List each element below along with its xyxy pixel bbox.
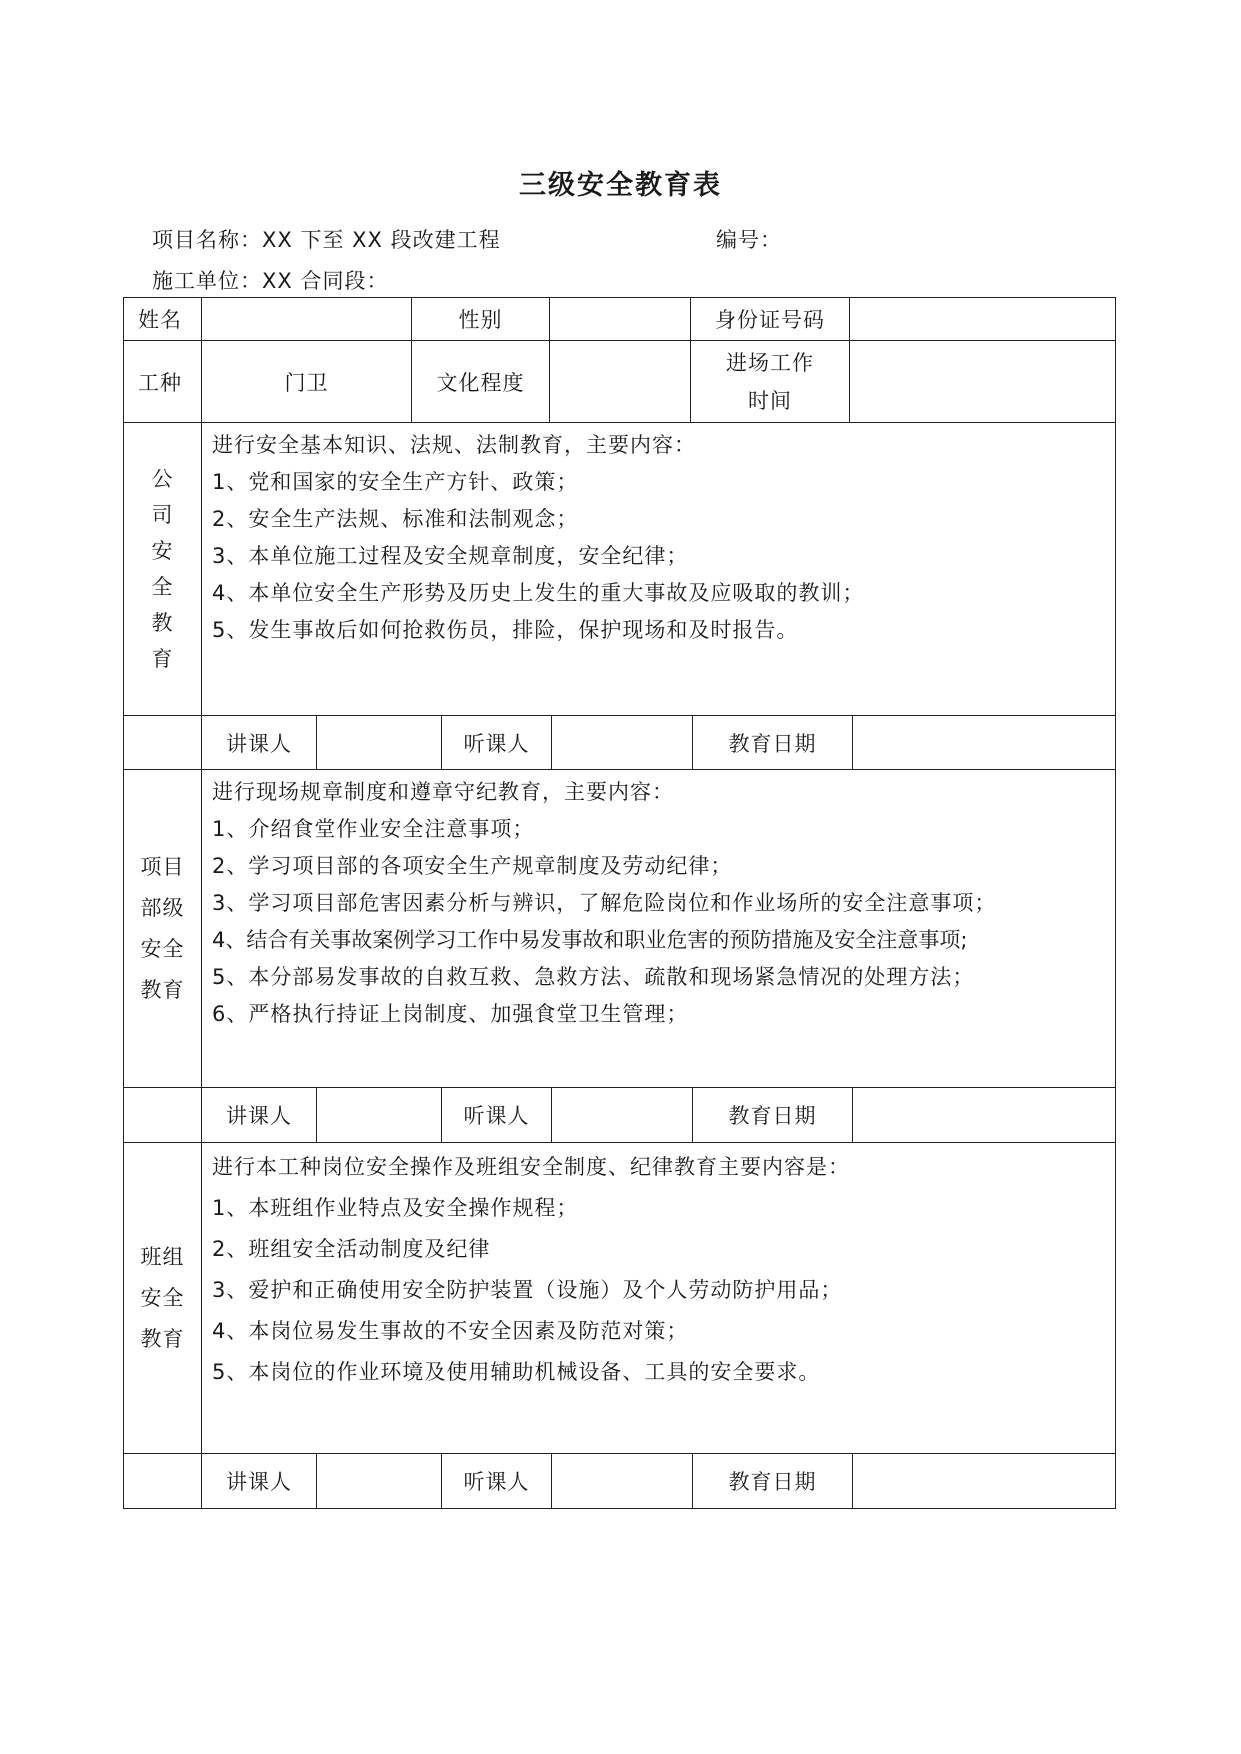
- project-education-row: [124, 770, 1116, 1088]
- label-char: 公: [151, 467, 174, 491]
- project-sign-cells: [202, 1088, 1116, 1143]
- job-label: 工种: [124, 341, 202, 423]
- content-item: 6、严格执行持证上岗制度、加强食堂卫生管理；: [212, 1002, 689, 1026]
- info-row-1: [124, 298, 1116, 341]
- id-field[interactable]: [850, 298, 1116, 341]
- company-education-row: [124, 423, 1116, 716]
- label-char: 项目: [140, 854, 185, 879]
- gender-field[interactable]: [550, 298, 691, 341]
- label-char: 育: [151, 647, 174, 671]
- content-item: 1、本班组作业特点及安全操作规程；: [212, 1196, 579, 1220]
- project-sign-row: [124, 1088, 1116, 1143]
- form-number: 编号：: [716, 228, 782, 252]
- job-field[interactable]: 门卫: [202, 341, 412, 423]
- date-field[interactable]: [853, 1454, 1115, 1508]
- label-char: 教育: [140, 1326, 185, 1351]
- name-label: 姓名: [124, 298, 202, 341]
- content-item: 2、班组安全活动制度及纪律: [212, 1237, 491, 1261]
- content-item: 3、学习项目部危害因素分析与辨识，了解危险岗位和作业场所的安全注意事项；: [212, 891, 997, 915]
- content-item: 4、本岗位易发生事故的不安全因素及防范对策；: [212, 1319, 689, 1343]
- label-char: 安: [151, 539, 174, 563]
- gender-label: 性别: [412, 298, 550, 341]
- lecturer-field[interactable]: [317, 716, 442, 769]
- content-item: 3、本单位施工过程及安全规章制度，安全纪律；: [212, 544, 689, 568]
- content-item: 5、发生事故后如何抢救伤员，排险，保护现场和及时报告。: [212, 618, 799, 642]
- date-field[interactable]: [853, 1088, 1115, 1142]
- lecturer-field[interactable]: [317, 1088, 442, 1142]
- date-field[interactable]: [853, 716, 1115, 769]
- date-label: 教育日期: [693, 1454, 853, 1508]
- sign-blank-cell: [124, 1454, 202, 1509]
- listener-field[interactable]: [552, 1088, 693, 1142]
- team-education-row: [124, 1143, 1116, 1454]
- content-intro: 进行现场规章制度和遵章守纪教育，主要内容：: [212, 780, 674, 804]
- label-char: 部级: [140, 895, 185, 920]
- name-field[interactable]: [202, 298, 412, 341]
- sign-blank-cell: [124, 716, 202, 770]
- label-char: 全: [151, 575, 174, 599]
- label-char: 教: [151, 611, 174, 635]
- label-char: 司: [151, 503, 174, 527]
- label-char: 班组: [140, 1244, 185, 1269]
- form-title: 三级安全教育表: [519, 170, 722, 201]
- content-intro: 进行本工种岗位安全操作及班组安全制度、纪律教育主要内容是：: [212, 1155, 850, 1179]
- team-sign-cells: [202, 1454, 1116, 1509]
- listener-field[interactable]: [552, 1454, 693, 1508]
- team-education-content: [202, 1143, 1116, 1454]
- content-item: 5、本分部易发事故的自救互救、急救方法、疏散和现场紧急情况的处理方法；: [212, 965, 975, 989]
- content-item: 1、党和国家的安全生产方针、政策；: [212, 470, 579, 494]
- content-item: 3、爱护和正确使用安全防护装置（设施）及个人劳动防护用品；: [212, 1278, 843, 1302]
- education-field[interactable]: [550, 341, 691, 423]
- project-education-content: [202, 770, 1116, 1088]
- content-item: 4、结合有关事故案例学习工作中易发事故和职业危害的预防措施及安全注意事项;: [212, 928, 968, 952]
- content-item: 1、介绍食堂作业安全注意事项；: [212, 817, 535, 841]
- lecturer-label: 讲课人: [202, 1454, 317, 1508]
- education-label: 文化程度: [412, 341, 550, 423]
- sign-blank-cell: [124, 1088, 202, 1143]
- date-label: 教育日期: [693, 1088, 853, 1142]
- label-char: 安全: [140, 936, 185, 961]
- label-char: 安全: [140, 1285, 185, 1310]
- listener-field[interactable]: [552, 716, 693, 769]
- team-education-label: [124, 1143, 202, 1454]
- company-sign-cells: [202, 716, 1116, 770]
- project-name: 项目名称：XX 下至 XX 段改建工程: [152, 228, 501, 252]
- team-sign-row: [124, 1454, 1116, 1509]
- construction-unit: 施工单位：XX 合同段：: [152, 269, 389, 293]
- date-label: 教育日期: [693, 716, 853, 769]
- lecturer-label: 讲课人: [202, 716, 317, 769]
- entry-time-label: [691, 341, 850, 423]
- id-label: 身份证号码: [691, 298, 850, 341]
- lecturer-label: 讲课人: [202, 1088, 317, 1142]
- info-row-2: [124, 341, 1116, 423]
- label-char: 教育: [140, 977, 185, 1002]
- content-item: 2、安全生产法规、标准和法制观念；: [212, 507, 579, 531]
- content-item: 5、本岗位的作业环境及使用辅助机械设备、工具的安全要求。: [212, 1360, 821, 1384]
- entry-time-field[interactable]: [850, 341, 1116, 423]
- listener-label: 听课人: [442, 716, 552, 769]
- company-education-label: [124, 423, 202, 716]
- company-sign-row: [124, 716, 1116, 770]
- entry-time-label-line2: 时间: [748, 388, 792, 413]
- company-education-content: [202, 423, 1116, 716]
- education-table: [123, 297, 1116, 1509]
- listener-label: 听课人: [442, 1088, 552, 1142]
- content-item: 4、本单位安全生产形势及历史上发生的重大事故及应吸取的教训；: [212, 581, 865, 605]
- project-education-label: [124, 770, 202, 1088]
- entry-time-label-line1: 进场工作: [726, 350, 814, 375]
- content-intro: 进行安全基本知识、法规、法制教育，主要内容：: [212, 433, 696, 457]
- content-item: 2、学习项目部的各项安全生产规章制度及劳动纪律；: [212, 854, 733, 878]
- lecturer-field[interactable]: [317, 1454, 442, 1508]
- listener-label: 听课人: [442, 1454, 552, 1508]
